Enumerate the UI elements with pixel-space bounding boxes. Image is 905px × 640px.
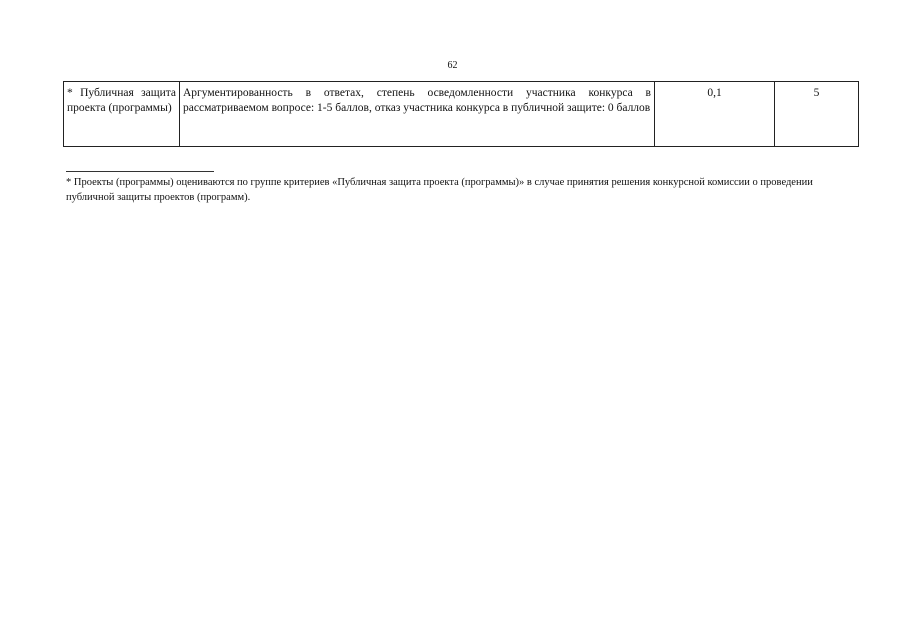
footnote-text: * Проекты (программы) оцениваются по группе критериев «Публичная защита проекта (программы)» в случае принятия решения конкурсной комиссии о проведении публичной защиты проектов (программ).: [66, 177, 813, 203]
criterion-weight-cell: 0,1: [655, 82, 775, 147]
criterion-name-cell: * Публичная защита проекта (программы): [64, 82, 180, 147]
page-number: 62: [447, 60, 458, 71]
footnote-divider: [66, 171, 214, 172]
criterion-max-score-cell: 5: [775, 82, 859, 147]
criteria-table: [63, 81, 859, 147]
table-row: [64, 82, 859, 147]
criterion-description-cell: Аргументированность в ответах, степень осведомленности участника конкурса в рассматриваемом вопросе: 1-5 баллов, отказ участника конкурса в публичной защите: 0 баллов: [180, 82, 655, 147]
